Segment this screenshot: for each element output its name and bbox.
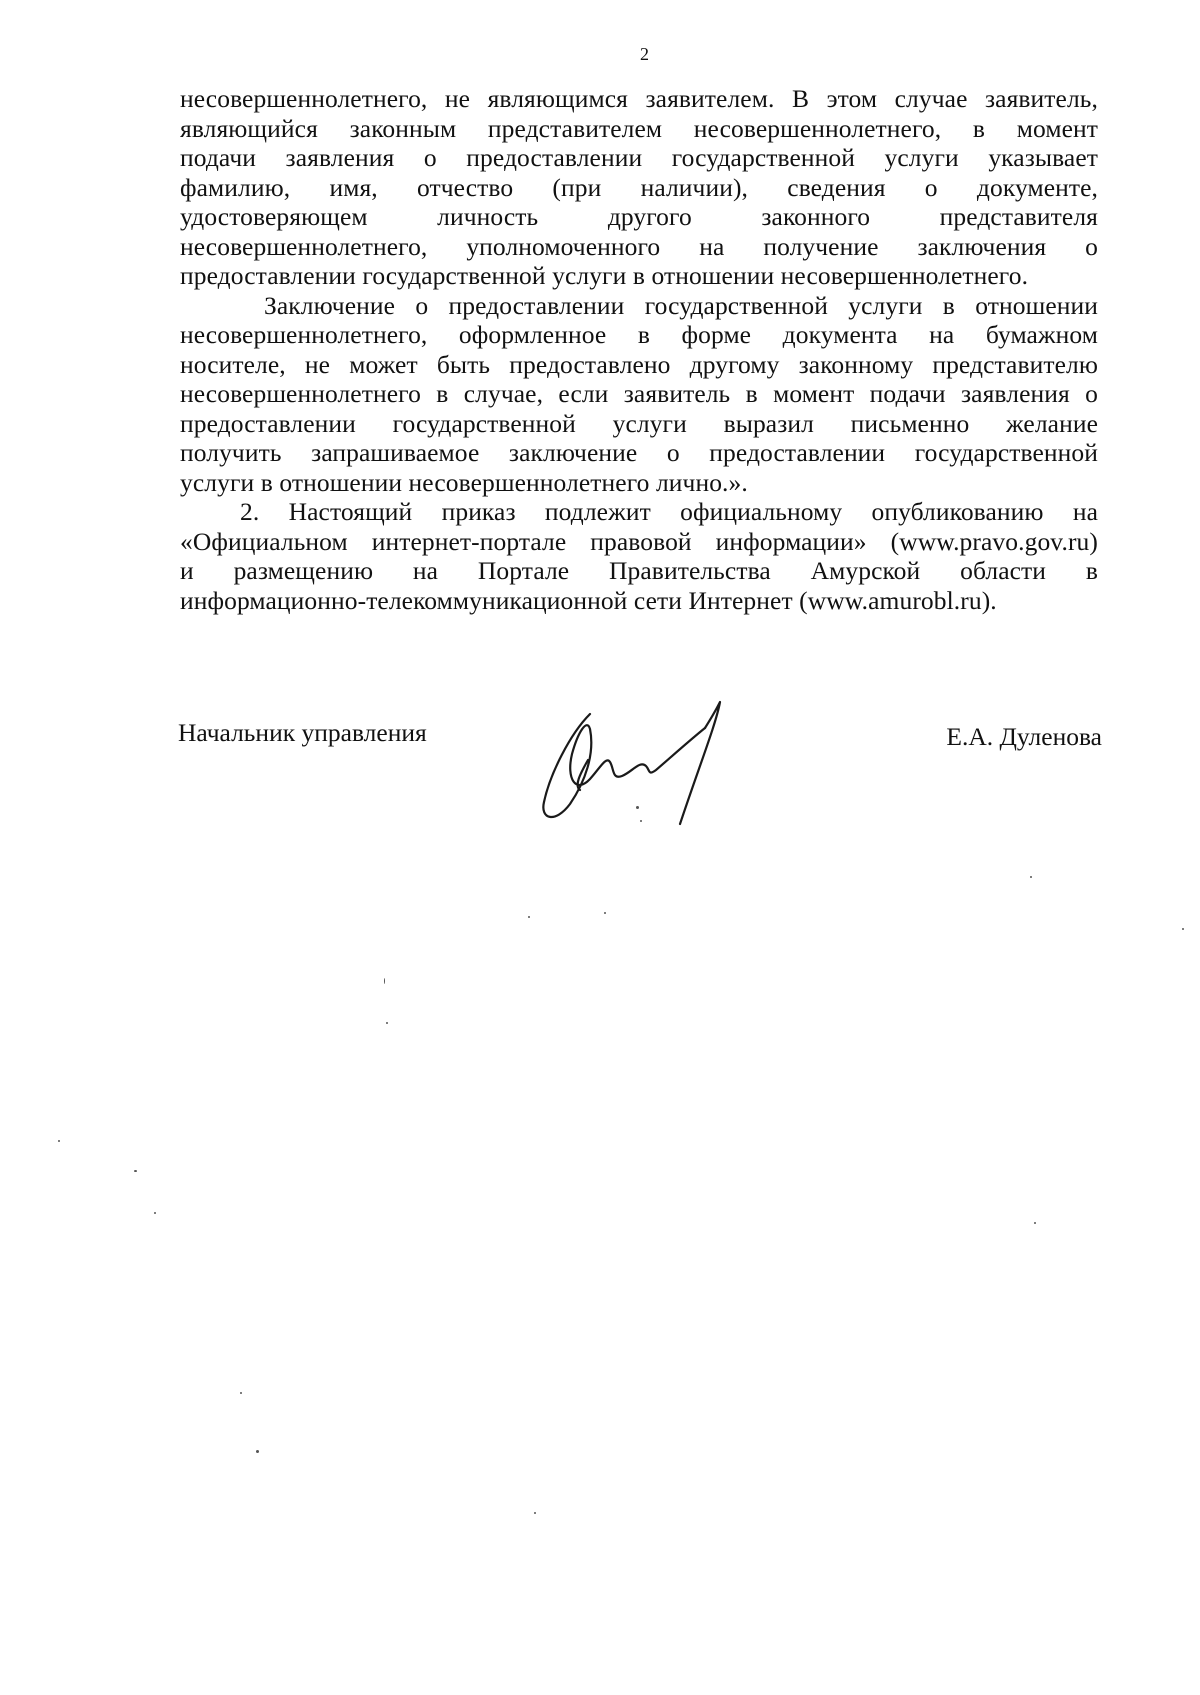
scan-speck (240, 1392, 242, 1394)
signatory-position: Начальник управления (178, 718, 427, 747)
paragraph-3-line: информационно-телекоммуникационной сети Интернет (www.amurobl.ru). (180, 585, 997, 615)
scan-speck (604, 912, 606, 914)
paragraph-1-line: являющийся законным представителем несовершеннолетнего, в момент (180, 113, 1098, 143)
paragraph-1-line: фамилию, имя, отчество (при наличии), сведения о документе, (180, 172, 1098, 202)
scan-speck (58, 1140, 60, 1142)
scan-speck (636, 806, 639, 809)
paragraph-1-line: удостоверяющем личность другого законного представителя (180, 202, 1098, 231)
scan-speck (384, 978, 385, 984)
paragraph-3-line: 2. Настоящий приказ подлежит официальному опубликованию на (240, 497, 1098, 526)
scan-speck (1034, 1222, 1036, 1224)
scan-speck (1182, 928, 1184, 930)
paragraph-3-line: и размещению на Портале Правительства Амурской области в (180, 556, 1098, 585)
scan-speck (386, 1022, 388, 1024)
paragraph-3-line: «Официальном интернет-портале правовой информации» (www.pravo.gov.ru) (180, 526, 1098, 556)
paragraph-2-line: услуги в отношении несовершеннолетнего лично.». (180, 467, 748, 497)
paragraph-2-line: несовершеннолетнего, оформленное в форме документа на бумажном (180, 320, 1098, 349)
paragraph-2-line: получить запрашиваемое заключение о предоставлении государственной (180, 438, 1098, 467)
document-body (180, 84, 1098, 615)
scan-speck (528, 916, 530, 918)
scan-speck (534, 1512, 536, 1514)
scan-speck (640, 820, 642, 822)
paragraph-2-line: Заключение о предоставлении государственной услуги в отношении (264, 290, 1098, 320)
paragraph-1-line: предоставлении государственной услуги в отношении несовершеннолетнего. (180, 261, 1029, 290)
page-number: 2 (640, 44, 650, 64)
paragraph-2-line: предоставлении государственной услуги выразил письменно желание (180, 408, 1098, 438)
scan-speck (256, 1450, 259, 1453)
paragraph-2-line: носителе, не может быть предоставлено другому законному представителю (180, 349, 1098, 379)
scan-speck (134, 1170, 137, 1172)
paragraph-2-line: несовершеннолетнего в случае, если заявитель в момент подачи заявления о (180, 379, 1098, 408)
paragraph-1-line: несовершеннолетнего, не являющимся заявителем. В этом случае заявитель, (180, 84, 1098, 113)
handwritten-signature (530, 684, 770, 834)
paragraph-1-line: несовершеннолетнего, уполномоченного на получение заключения о (180, 231, 1098, 261)
signatory-name: Е.А. Дуленова (946, 722, 1102, 751)
scan-speck (1030, 876, 1032, 878)
paragraph-1-line: подачи заявления о предоставлении государственной услуги указывает (180, 143, 1098, 172)
scan-speck (154, 1212, 156, 1214)
